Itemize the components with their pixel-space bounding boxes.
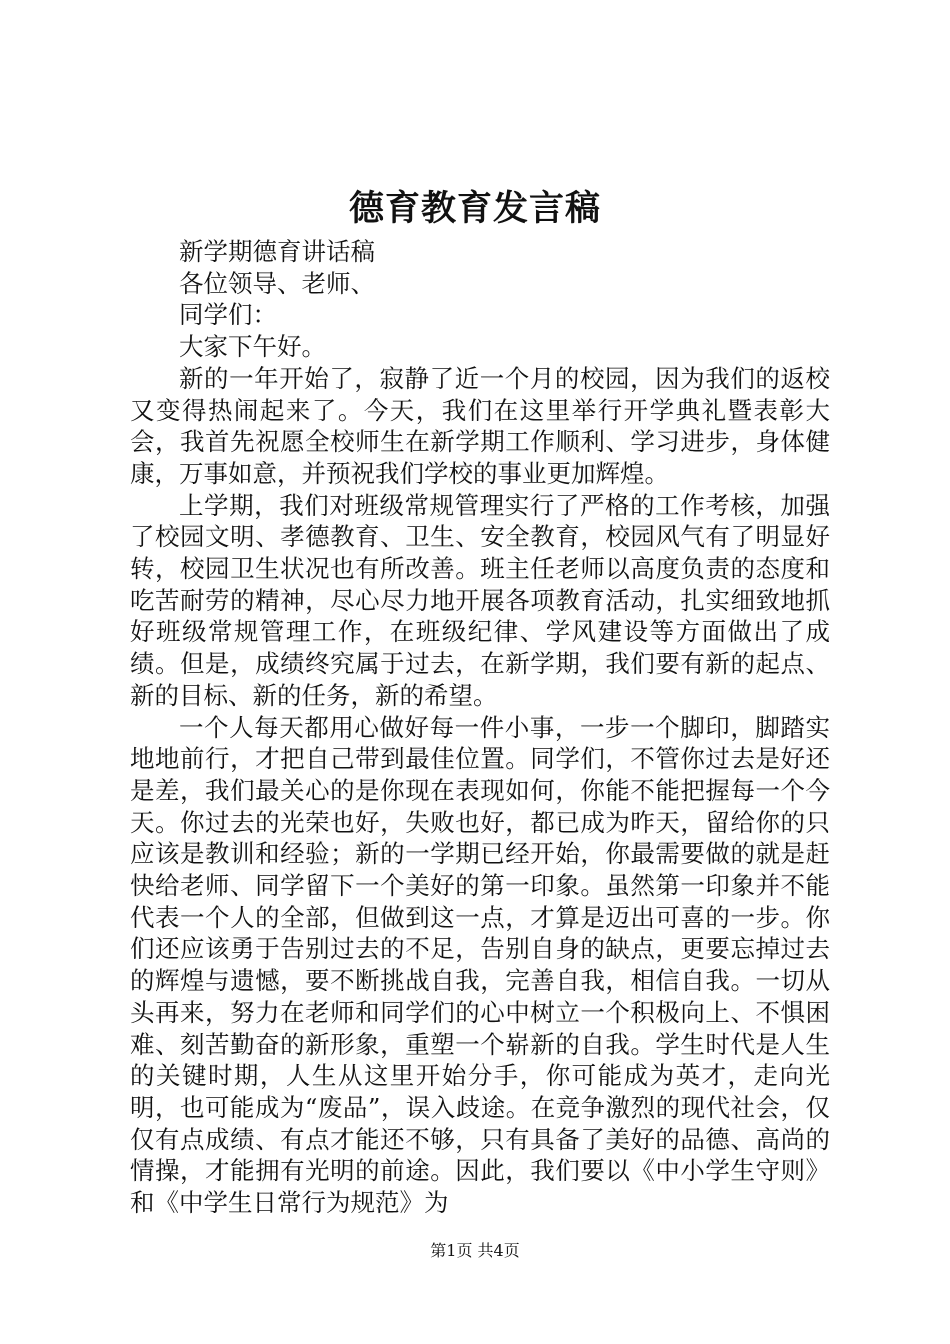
paragraph: 一个人每天都用心做好每一件小事，一步一个脚印，脚踏实地地前行，才把自己带到最佳位置。同学们，不管你过去是好还是差，我们最关心的是你现在表现如何，你能不能把握每一个今天。你过去的光荣也好，失败也好，都已成为昨天，留给你的只应该是教训和经验；新的一学期已经开始，你最需要做的就是赶快给老师、同学留下一个美好的第一印象。虽然第一印象并不能代表一个人的全部，但做到这一点，才算是迈出可喜的一步。你们还应该勇于告别过去的不足，告别自身的缺点，更要忘掉过去的辉煌与遗憾，要不断挑战自我，完善自我，相信自我。一切从头再来，努力在老师和同学们的心中树立一个积极向上、不惧困难、刻苦勤奋的新形象，重塑一个崭新的自我。学生时代是人生的关键时期，人生从这里开始分手，你可能成为英才，走向光明，也可能成为“废品”，误入歧途。在竞争激烈的现代社会，仅仅有点成绩、有点才能还不够，只有具备了美好的品德、高尚的情操，才能拥有光明的前途。因此，我们要以《中小学生守则》和《中学生日常行为规范》为 [130,712,830,1218]
paragraph: 上学期，我们对班级常规管理实行了严格的工作考核，加强了校园文明、孝德教育、卫生、安全教育，校园风气有了明显好转，校园卫生状况也有所改善。班主任老师以高度负责的态度和吃苦耐劳的精神，尽心尽力地开展各项教育活动，扎实细致地抓好班级常规管理工作，在班级纪律、学风建设等方面做出了成绩。但是，成绩终究属于过去，在新学期，我们要有新的起点、新的目标、新的任务，新的希望。 [130,490,830,710]
page-number-footer: 第1页 共4页 [430,1241,520,1260]
document-title: 德育教育发言稿 [348,188,601,229]
paragraph: 各位领导、老师、 [179,268,375,298]
paragraph: 同学们： [179,300,277,330]
paragraph: 大家下午好。 [179,332,326,362]
document-body [130,236,830,1219]
paragraph: 新的一年开始了，寂静了近一个月的校园，因为我们的返校又变得热闹起来了。今天，我们在这里举行开学典礼暨表彰大会，我首先祝愿全校师生在新学期工作顺利、学习进步，身体健康，万事如意，并预祝我们学校的事业更加辉煌。 [130,363,830,488]
paragraph: 新学期德育讲话稿 [179,237,375,266]
